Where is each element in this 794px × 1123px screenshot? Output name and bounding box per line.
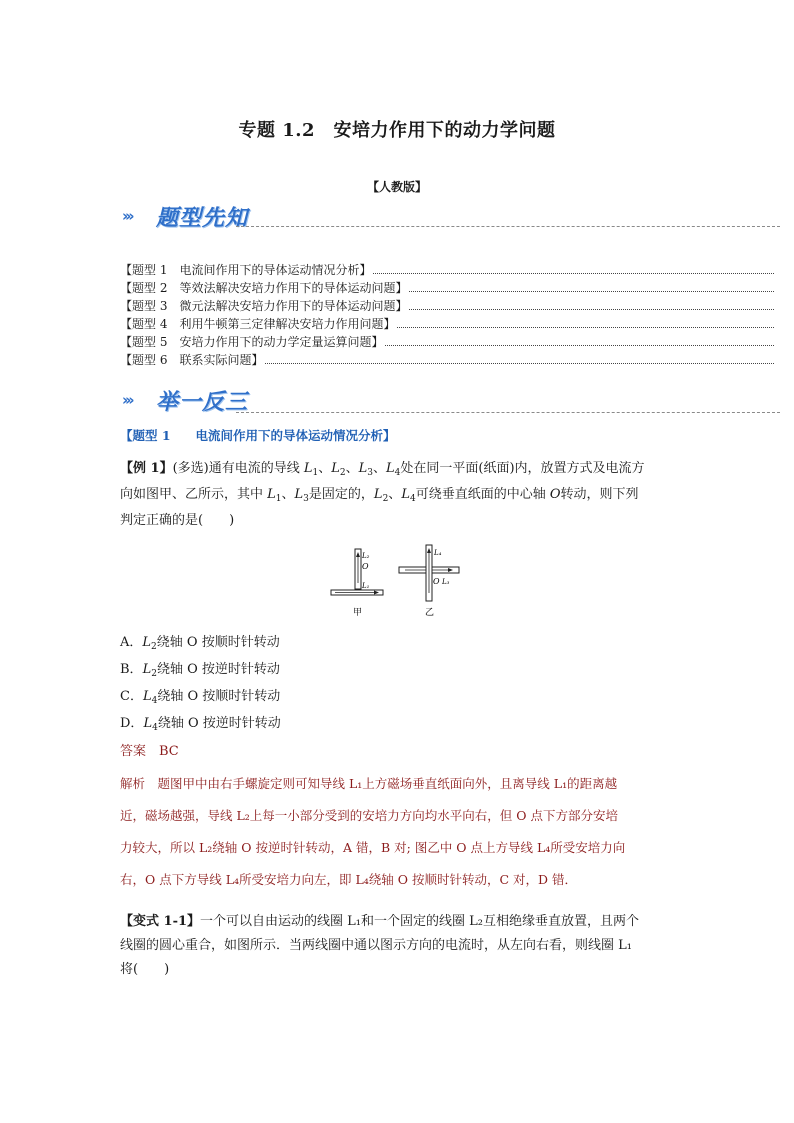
option-a[interactable]: A．$L_2$绕轴 O 按顺时针转动 [120,635,280,652]
label-L1: L₁ [362,582,370,590]
banner-title: 题型先知 [156,206,249,231]
label-L3: L₃ [442,578,450,586]
toc-item[interactable]: 【题型 5 安培力作用下的动力学定量运算问题】 [120,332,774,350]
option-c[interactable]: C．$L_4$绕轴 O 按顺时针转动 [120,689,281,706]
label-O: O [433,577,440,586]
example-1: 【例 1】(多选)通有电流的导线 $L_1$、$L_2$、$L_3$、$L_4$处在同一平面(纸面)内，放置方式及电流方 向如图甲、乙所示，其中 $L_1$、$L_3$是固定的，$L_2$、$L_4$可绕垂直纸面的中心轴 O转动，则下列 判定正确的是( ) [120,461,645,528]
toc-item[interactable]: 【题型 3 微元法解决安培力作用下的导体运动问题】 [120,296,774,314]
figure-yi [399,545,459,618]
question-type-heading: 【题型 1 电流间作用下的导体运动情况分析】 [120,428,396,443]
option-b[interactable]: B．$L_2$绕轴 O 按逆时针转动 [120,662,280,679]
label-L2: L₂ [362,552,370,560]
caption-yi: 乙 [425,608,435,618]
variant-tag: 【变式 1-1】 [120,914,201,929]
variant-1-1: 【变式 1-1】一个可以自由运动的线圈 L₁和一个固定的线圈 L₂互相绝缘垂直放置，且两个 线圈的圆心重合，如图所示．当两线圈中通以图示方向的电流时，从左向右看，则线圈 L₁ 将( ) [120,914,639,977]
option-d[interactable]: D．$L_4$绕轴 O 按逆时针转动 [120,716,281,733]
example-tag: 【例 1】 [120,461,173,476]
section-banner-overview [120,200,780,232]
toc-item[interactable]: 【题型 1 电流间作用下的导体运动情况分析】 [120,260,774,278]
analysis-label: 解析 [120,776,146,791]
page-title: 专题 1.2 安培力作用下的动力学问题 [238,120,556,141]
label-L4: L₄ [434,549,442,557]
toc-item[interactable]: 【题型 4 利用牛顿第三定律解决安培力作用问题】 [120,314,774,332]
answer: 答案 BC [120,744,179,759]
analysis: 解析 题图甲中由右手螺旋定则可知导线 L₁上方磁场垂直纸面向外，且离导线 L₁的距离越 近，磁场越强，导线 L₂上每一小部分受到的安培力方向均水平向右，但 O 点下方部分安培 力较大，所以 L₂绕轴 O 按逆时针转动，A 错，B 对; 图乙中 O 点上方导线 L₄所受安培力向 右，O 点下方导线 L₄所受安培力向左，即 L₄绕轴 O 按顺时针转动，C 对，D 错． [120,776,626,887]
edition-label: 【人教版】 [366,180,427,194]
label-O: O [362,562,369,571]
triple-arrow-icon: ››› [122,391,132,409]
toc-item[interactable]: 【题型 6 联系实际问题】 [120,350,774,368]
divider [236,412,780,413]
toc-item[interactable]: 【题型 2 等效法解决安培力作用下的导体运动问题】 [120,278,774,296]
figure-wires [325,543,465,625]
banner-title: 举一反三 [156,390,249,415]
triple-arrow-icon: ››› [122,207,132,225]
divider [236,226,780,227]
figure-jia [331,549,383,618]
section-banner-practice [120,384,780,416]
caption-jia: 甲 [353,608,363,618]
